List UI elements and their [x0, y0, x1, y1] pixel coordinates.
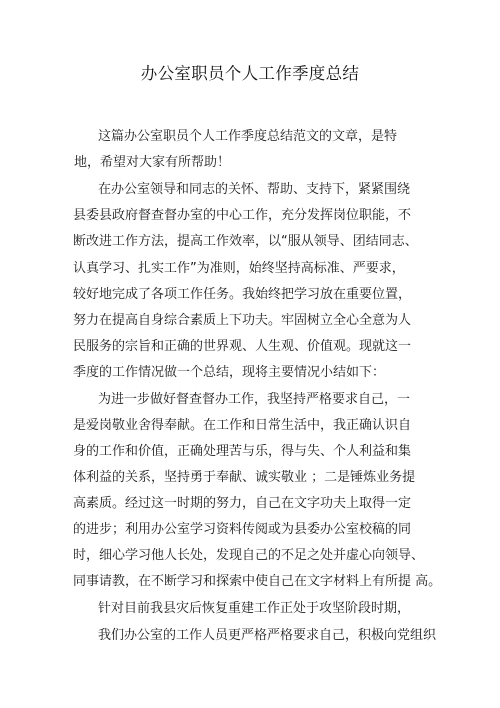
body-line: 同事请教，在不断学习和探索中使自己在文字材料上有所提 高。	[73, 574, 442, 589]
body-line: 季度的工作情况做一个总结，现将主要情况小结如下：	[73, 365, 386, 380]
body-line: 体利益的关系，坚持勇于奉献、诚实敬业 ；二是锤炼业务提	[73, 470, 416, 485]
body-line: 在办公室领导和同志的关怀、帮助、支持下，紧紧围绕	[98, 182, 411, 197]
body-line: 的进步；利用办公室学习资料传阅或为县委办公室校稿的同	[73, 522, 412, 537]
document-title: 办公室职员个人工作季度总结	[140, 64, 360, 83]
body-line: 较好地完成了各项工作任务。我始终把学习放在重要位置，	[73, 287, 412, 302]
body-line: 地，希望对大家有所帮助！	[74, 155, 231, 170]
body-line: 努力在提高自身综合素质上下功夫。牢固树立全心全意为人	[73, 313, 412, 328]
body-line: 这篇办公室职员个人工作季度总结范文的文章，是特	[98, 129, 398, 144]
body-line: 县委县政府督查督办室的中心工作，充分发挥岗位职能，不	[73, 208, 412, 223]
body-line: 我们办公室的工作人员更严格严格要求自己，积极向党组织	[98, 628, 437, 643]
body-line: 针对目前我县灾后恢复重建工作正处于攻坚阶段时期，	[98, 601, 411, 616]
body-line: 认真学习、扎实工作”为准则，始终坚持高标准、严要求，	[73, 261, 405, 276]
body-line: 断改进工作方法，提高工作效率，以“服从领导、团结同志、	[73, 234, 418, 249]
body-line: 高素质。经过这一时期的努力，自己在文字功夫上取得一定	[73, 496, 412, 511]
body-line: 身的工作和价值，正确处理苦与乐，得与失、个人利益和集	[73, 444, 412, 459]
body-line: 时，细心学习他人长处，发现自己的不足之处并虚心向领导、	[73, 548, 425, 563]
body-line: 民服务的宗旨和正确的世界观、人生观、价值观。现就这一	[73, 339, 412, 354]
body-line: 是爱岗敬业舍得奉献。在工作和日常生活中，我正确认识自	[73, 418, 412, 433]
body-line: 为进一步做好督查督办工作，我坚持严格要求自己，一	[98, 392, 411, 407]
